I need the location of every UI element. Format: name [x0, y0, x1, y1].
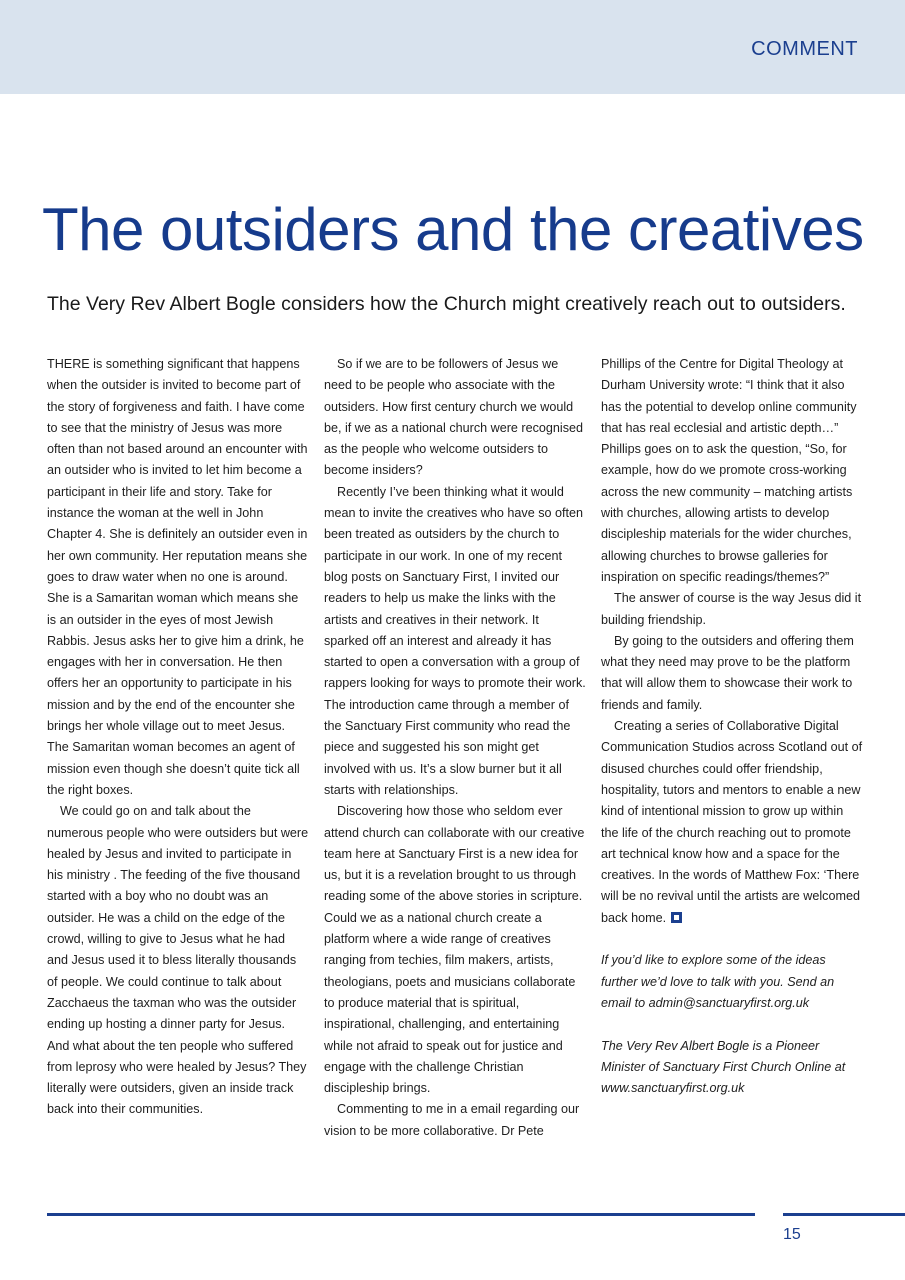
contact-note: If you’d like to explore some of the ideas further we’d love to talk with you. Send an email to admin@sanctuaryfirst.org.uk [601, 953, 835, 1010]
paragraph-text: Creating a series of Collaborative Digital Communication Studios across Scotland out of disused churches could offer friendship, hospitality, tutors and mentors to enable a new kind of intentional mission to grow up within the life of the church reaching out to promote art technical know how and a space for the creatives. In the words of Matthew Fox: ‘There will be no revival until the artists are welcomed back home. [601, 719, 863, 925]
end-of-article-square-icon [671, 912, 682, 923]
author-bio: The Very Rev Albert Bogle is a Pioneer Minister of Sanctuary First Church Online at www.sanctuaryfirst.org.uk [601, 1038, 846, 1096]
paragraph: Phillips of the Centre for Digital Theology at Durham University wrote: “I think that it also has the potential to develop online community that has real ecclesial and artistic depth…” Phillips goes on to ask the question, “So, for example, how do we promote cross-working across the new community – matching artists with churches, allowing artists to develop discipleship materials for the wider churches, allowing churches to browse galleries for inspiration on specific readings/themes?” [601, 357, 857, 584]
paragraph: Discovering how those who seldom ever attend church can collaborate with our creative team here at Sanctuary First is a new idea for us, but it is a revelation brought to us through reading some of the above stories in scripture. Could we as a national church create a platform where a wide range of creatives ranging from techies, film makers, artists, theologians, poets and musicians collaborate to produce material that is spiritual, inspirational, challenging, and entertaining while not afraid to speak out for justice and engage with the challenge Christian discipleship brings. [324, 804, 585, 1096]
article-column-1 [47, 354, 309, 1121]
paragraph: By going to the outsiders and offering them what they need may prove to be the platform that will allow them to showcase their work to friends and family. [601, 633, 854, 712]
paragraph: Recently I’ve been thinking what it would mean to invite the creatives who have so often been treated as outsiders by the church to participate in our work. In one of my recent blog posts on Sanctuary First, I invited our readers to help us make the links with the artists and creatives in their network. It sparked off an interest and already it has started to open a conversation with a group of rappers looking for ways to promote their work. The introduction came through a member of the Sanctuary First community who read the piece and suggested his son might get involved with us. It’s a slow burner but it all starts with relationships. [324, 484, 586, 797]
paragraph: Commenting to me in a email regarding our vision to be more collaborative. Dr Pete [324, 1102, 580, 1138]
footer-rule-right [783, 1213, 905, 1216]
section-label: COMMENT [751, 38, 858, 60]
paragraph: So if we are to be followers of Jesus we need to be people who associate with the outsiders. How first century church we would be, if we as a national church were recognised as the people who welcome outsiders to become insiders? [324, 357, 584, 478]
article-standfirst: The Very Rev Albert Bogle considers how the Church might creatively reach out to outsiders. [47, 293, 846, 315]
paragraph: We could go on and talk about the numerous people who were outsiders but were healed by Jesus and invited to participate in his ministry . The feeding of the five thousand started with a boy who no doubt was an outsider. He was a child on the edge of the crowd, willing to give to Jesus what he had and Jesus used it to bless literally thousands of people. We could continue to talk about Zacchaeus the taxman who was the outsider ending up hosting a dinner party for Jesus. And what about the ten people who suffered from leprosy who were healed by Jesus? They literally were outsiders, given an inside track back into their communities. [47, 804, 309, 1117]
page-number: 15 [783, 1226, 801, 1243]
article-column-3 [601, 354, 863, 1099]
paragraph: The answer of course is the way Jesus did it building friendship. [601, 591, 862, 627]
article-column-2 [324, 354, 586, 1142]
article-headline: The outsiders and the creatives [42, 196, 864, 263]
paragraph-with-end-mark [601, 716, 863, 929]
paragraph: THERE is something significant that happens when the outsider is invited to become part of the story of forgiveness and faith. I have come to see that the ministry of Jesus was more often than not based around an encounter with an outsider who is invited to let him become a participant in their life and story. Take for instance the woman at the well in John Chapter 4. She is definitely an outsider even in her own community. Her reputation means she goes to draw water when no one is around. She is a Samaritan woman which means she is an outsider in the eyes of most Jewish Rabbis. Jesus asks her to give him a drink, he engages with her in conversation. He then offers her an opportunity to participate in his mission and by the end of the encounter she brings her whole village out to meet Jesus. The Samaritan woman becomes an agent of mission even though she doesn’t quite tick all the right boxes. [47, 357, 308, 797]
footer-rule-left [47, 1213, 755, 1216]
